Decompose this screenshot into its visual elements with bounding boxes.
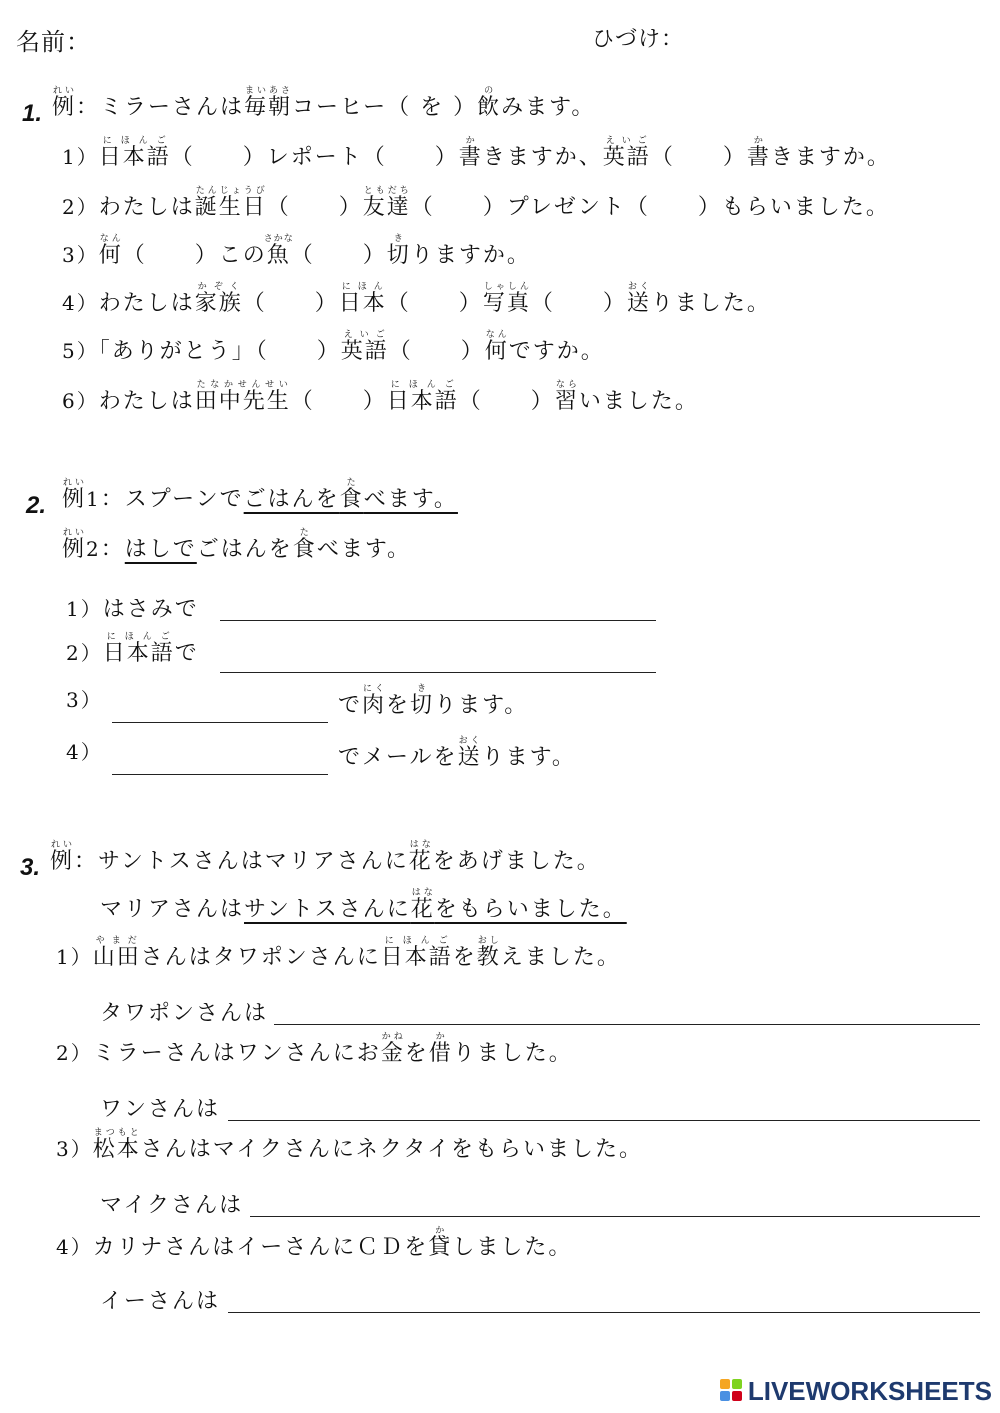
s1-item-6: 6）わたしは田中先生たなかせんせい（ ）日本語にほんご（ ）習ならいました。 bbox=[62, 380, 699, 414]
s3-answer-4-label: イーさんは bbox=[100, 1289, 221, 1314]
name-label: 名前： bbox=[16, 28, 91, 56]
s2-answer-3-blank[interactable] bbox=[112, 722, 328, 723]
section-1-example: 例れい：ミラーさんは毎朝まいあさコーヒー（ を ）飲のみます。 bbox=[52, 86, 596, 120]
s3-item-2: 2）ミラーさんはワンさんにお金かねを借かりました。 bbox=[56, 1032, 573, 1066]
s3-answer-3-label: マイクさんは bbox=[100, 1193, 244, 1218]
s1-item-1: 1）日本語にほんご（ ）レポート（ ）書かきますか、英語えいご（ ）書かきますか。 bbox=[62, 136, 891, 170]
s1-item-2: 2）わたしは誕生日たんじょうび（ ）友達ともだち（ ）プレゼント（ ）もらいました。 bbox=[62, 186, 890, 220]
s1-item-3: 3）何なん（ ）この魚さかな（ ）切きりますか。 bbox=[62, 234, 531, 268]
s3-answer-4-blank[interactable] bbox=[228, 1312, 980, 1313]
liveworksheets-watermark bbox=[720, 1376, 992, 1406]
s2-answer-2-blank[interactable] bbox=[220, 672, 656, 673]
s3-answer-1-label: タワポンさんは bbox=[100, 1001, 269, 1026]
s2-example-2: 例れい2：はしでごはんを食たべます。 bbox=[62, 528, 412, 562]
s2-answer-4-blank[interactable] bbox=[112, 774, 328, 775]
s2-item-4: でメールを送おくります。 bbox=[338, 736, 576, 770]
section-3-number: 3. bbox=[20, 854, 41, 881]
date-label: ひづけ： bbox=[592, 27, 685, 52]
s3-answer-2-label: ワンさんは bbox=[100, 1097, 221, 1122]
watermark-text: LIVEWORKSHEETS bbox=[747, 1375, 992, 1406]
s3-item-3: 3）松本まつもとさんはマイクさんにネクタイをもらいました。 bbox=[56, 1128, 643, 1162]
s2-answer-1-blank[interactable] bbox=[220, 620, 656, 621]
s3-answer-1-blank[interactable] bbox=[274, 1024, 980, 1025]
s2-item-2: 2）日本語にほんごで bbox=[66, 632, 199, 666]
s2-item-4-number: 4） bbox=[66, 740, 103, 764]
s3-answer-2-blank[interactable] bbox=[228, 1120, 980, 1121]
s3-item-4: 4）カリナさんはイーさんにＣＤを貸かしました。 bbox=[56, 1226, 573, 1260]
s3-example-2: マリアさんはサントスさんに花はなをもらいました。 bbox=[100, 888, 627, 922]
s1-item-5: 5）「ありがとう」（ ）英語えいご（ ）何なんですか。 bbox=[62, 330, 605, 364]
s3-item-1: 1）山田やまださんはタワポンさんに日本語にほんごを教おしえました。 bbox=[56, 936, 621, 970]
s2-example-1: 例れい1：スプーンでごはんを食たべます。 bbox=[62, 478, 458, 512]
s2-item-3: で肉にくを切きります。 bbox=[338, 684, 529, 718]
s2-item-1: 1）はさみで bbox=[66, 597, 199, 622]
s3-example-1: 例れい：サントスさんはマリアさんに花はなをあげました。 bbox=[50, 840, 601, 874]
section-1-number: 1. bbox=[22, 100, 43, 127]
s3-answer-3-blank[interactable] bbox=[250, 1216, 980, 1217]
liveworksheets-logo-icon bbox=[720, 1379, 744, 1403]
s1-item-4: 4）わたしは家族かぞく（ ）日本にほん（ ）写真しゃしん（ ）送おくりました。 bbox=[62, 282, 771, 316]
s2-item-3-number: 3） bbox=[66, 688, 103, 712]
section-2-number: 2. bbox=[26, 492, 47, 519]
